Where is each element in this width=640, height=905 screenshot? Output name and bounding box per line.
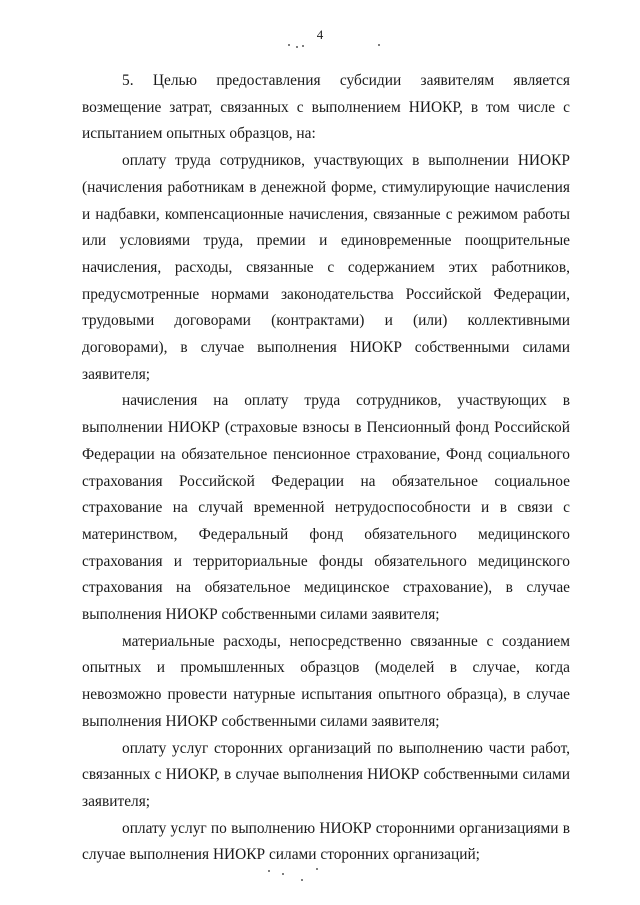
scan-speck [302,45,304,47]
paragraph: оплату услуг сторонних организаций по выполнению части работ, связанных с НИОКР, в случае выполнения НИОКР собственными силами заявителя; [82,739,570,810]
scan-speck [301,879,303,881]
paragraph: оплату труда сотрудников, участвующих в выполнении НИОКР (начисления работникам в денежной форме, стимулирующие начисления и надбавки, компенсационные начисления, связанные с режимом работы или условиями труда, премии и единовременные поощрительные начисления, расходы, связанные с содержанием этих работников, предусмотренные нормами законодательства Российской Федерации, трудовыми договорами (контрактами) и (или) коллективными договорами), в случае выполнения НИОКР собственными силами заявителя; [82,152,570,383]
paragraph: начисления на оплату труда сотрудников, участвующих в выполнении НИОКР (страховые взносы в Пенсионный фонд Российской Федерации на обязательное пенсионное страхование, Фонд социального страхования Российской Федерации на обязательное социальное страхование на случай временной нетрудоспособности и в связи с материнством, Федеральный фонд обязательного медицинского страхования и территориальные фонды обязательного медицинского страхования на обязательное медицинское страхование), в случае выполнения НИОКР собственными силами заявителя; [82,392,570,624]
scan-speck [288,44,290,46]
scan-speck [282,873,284,875]
paragraph: оплату услуг по выполнению НИОКР сторонними организациями в случае выполнения НИОКР силами сторонних организаций; [82,819,570,864]
scan-speck [378,44,380,46]
paragraph: 5. Целью предоставления субсидии заявителям является возмещение затрат, связанных с выполнением НИОКР, в том числе с испытанием опытных образцов, на: [82,72,570,143]
scan-speck [268,870,270,872]
paragraph: материальные расходы, непосредственно связанные с созданием опытных и промышленных образцов (моделей в случае, когда невозможно провести натурные испытания опытного образца), в случае выполнения НИОКР собственными силами заявителя; [82,632,570,730]
page-number: 4 [316,27,324,42]
body-text [82,68,570,869]
scan-speck [296,46,298,48]
